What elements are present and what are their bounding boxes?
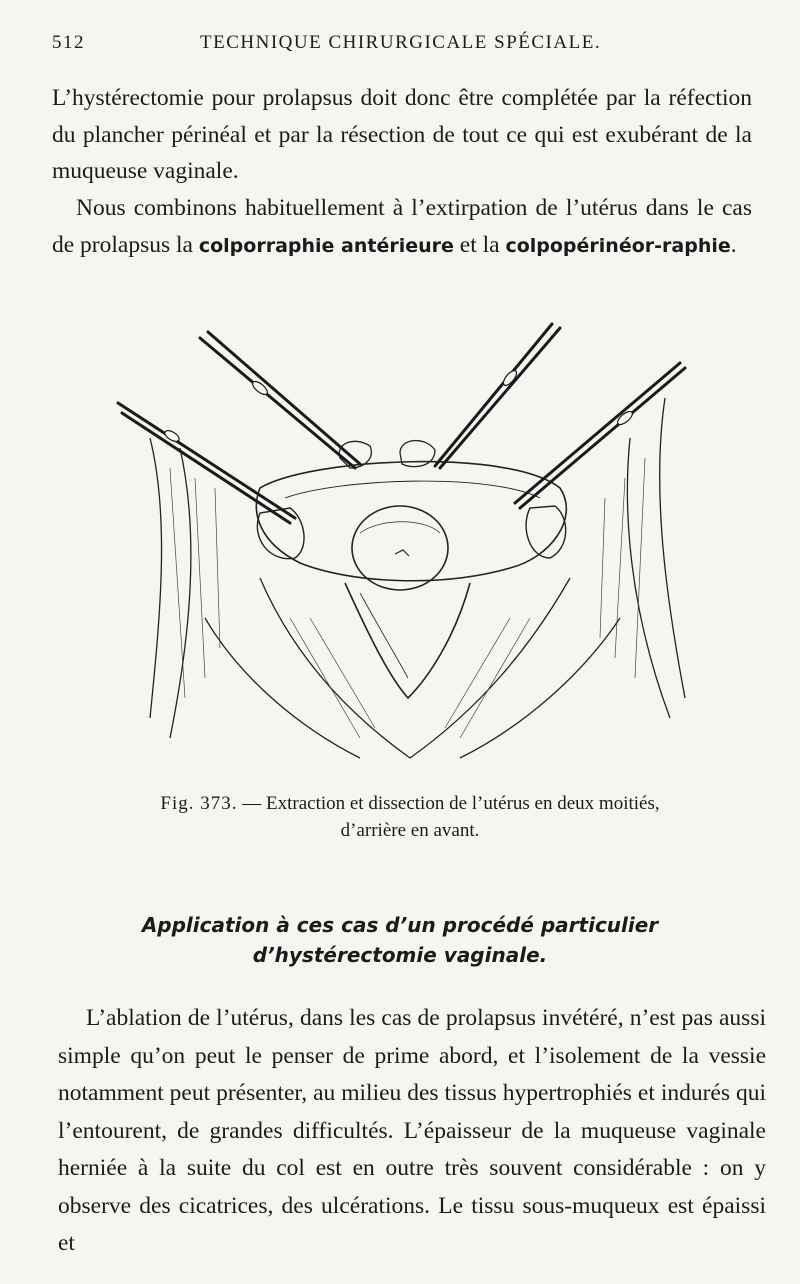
term-colporraphie: colporraphie antérieure bbox=[198, 234, 454, 257]
paragraph-2-text-b: et la bbox=[453, 231, 506, 258]
running-head bbox=[52, 32, 752, 62]
figure-caption bbox=[110, 790, 710, 844]
paragraph-3: L’ablation de l’utérus, dans les cas de prolapsus invétéré, n’est pas aussi simple qu’on peut le penser de prime abord, et l’isolement de la vessie notamment peut présenter, au milieu des tissus hypertrophiés et indurés qui l’entourent, de grandes difficultés. L’épaisseur de la muqueuse vaginale herniée à la suite du col est en outre très souvent considérable : on y observe des cicatrices, des ulcérations. Le tissu sous-muqueux est épaissi et bbox=[58, 1005, 766, 1256]
caption-line-2: d’arrière en avant. bbox=[340, 820, 480, 841]
caption-text-1: — Extraction et dissection de l’utérus en deux moitiés, bbox=[237, 793, 660, 814]
page-number: 512 bbox=[52, 32, 85, 53]
running-title: TECHNIQUE CHIRURGICALE SPÉCIALE. bbox=[200, 32, 602, 53]
term-colpoperineorraphie: colpopérinéor-raphie bbox=[505, 234, 731, 257]
section-heading bbox=[80, 910, 720, 970]
paragraph-2-text-c: . bbox=[730, 231, 737, 258]
figure-label: Fig. 373. bbox=[160, 793, 238, 814]
paragraph-1: L’hystérectomie pour prolapsus doit donc être complétée par la réfection du plancher périnéal et par la résection de tout ce qui est exubérant de la muqueuse vaginale. bbox=[52, 85, 752, 184]
caption-line-1 bbox=[110, 790, 710, 817]
engraving-drawing bbox=[110, 318, 700, 778]
paragraph-2-text-a: Nous combinons habituellement à l’extirpation de l’utérus dans le cas de prolapsus la bbox=[52, 195, 752, 258]
paragraph-2 bbox=[52, 190, 752, 264]
section-heading-line-2: d’hystérectomie vaginale. bbox=[252, 943, 548, 967]
surgical-illustration bbox=[110, 318, 700, 778]
section-heading-line-1: Application à ces cas d’un procédé particulier bbox=[141, 913, 659, 937]
